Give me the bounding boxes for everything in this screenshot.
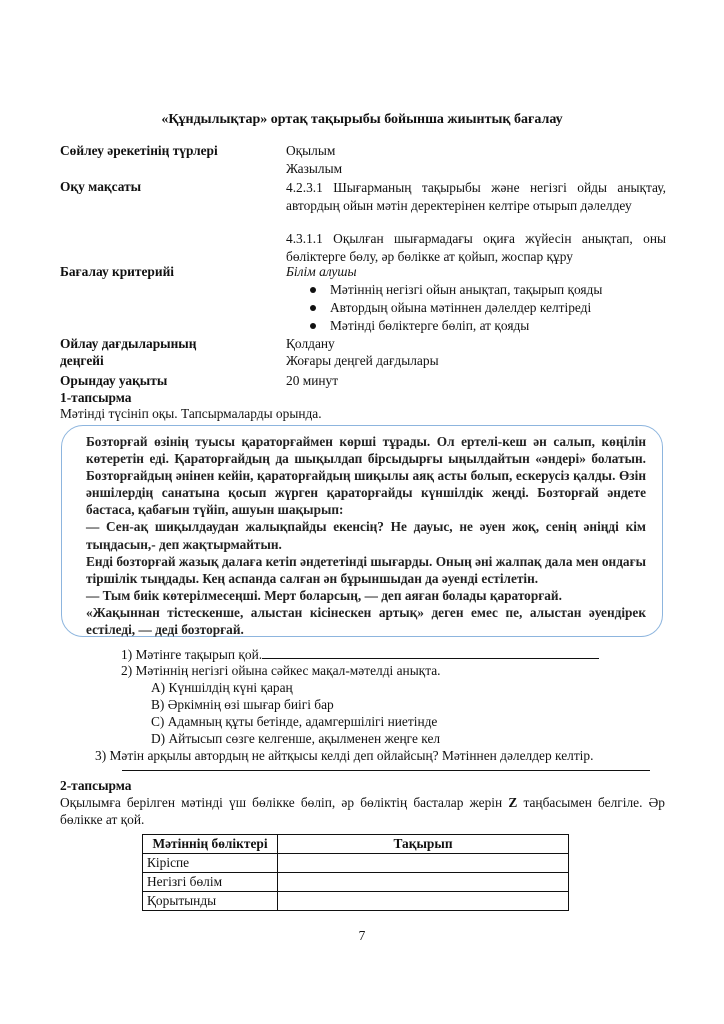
table-row	[143, 854, 569, 873]
reading-text	[86, 433, 646, 638]
criteria-item: Автордың ойына мәтіннен дәлелдер келтіреді	[310, 300, 591, 316]
question-3: 3) Мәтін арқылы автордың не айтқысы келді деп ойлайсың? Мәтіннен дәлелдер келтір.	[95, 748, 594, 763]
table-header: Мәтіннің бөліктері	[143, 835, 278, 854]
speech-value-1: Оқылым	[286, 143, 336, 158]
thinking-label-2: деңгейі	[60, 353, 104, 368]
parts-table	[142, 834, 569, 911]
criteria-item: Мәтіннің негізгі ойын анықтап, тақырып қояды	[310, 282, 602, 298]
task1-instruction: Мәтінді түсініп оқы. Тапсырмаларды орында.	[60, 406, 322, 421]
answer-line[interactable]	[262, 658, 599, 659]
question-2: 2) Мәтіннің негізгі ойына сәйкес мақал-мәтелді анықта.	[121, 663, 441, 678]
bullet-icon	[310, 323, 316, 329]
goal-2: 4.3.1.1 Оқылған шығармадағы оқиға жүйесін анықтап, оны бөліктерге бөлу, әр бөлікке ат қойып, жоспар құру	[286, 231, 666, 264]
bullet-icon	[310, 305, 316, 311]
page-number: 7	[358, 928, 366, 943]
option-c: C) Адамның құты бетінде, адамгершілігі ниетінде	[151, 714, 438, 729]
bullet-icon	[310, 287, 316, 293]
task2-heading: 2-тапсырма	[60, 778, 132, 793]
table-cell: Негізгі бөлім	[143, 873, 278, 892]
criteria-intro: Білім алушы	[286, 264, 357, 279]
criteria-item: Мәтінді бөліктерге бөліп, ат қояды	[310, 318, 529, 334]
table-header: Тақырып	[278, 835, 569, 854]
thinking-label-1: Ойлау дағдыларының	[60, 336, 197, 351]
speech-value-2: Жазылым	[286, 161, 343, 176]
answer-line[interactable]	[122, 770, 650, 771]
reading-paragraph: — Сен-ақ шиқылдаудан жалықпайды екенсің? Не дауыс, не әуен жоқ, сенің әніңді кім тыңдасын,- деп жақтырмайтын.	[86, 519, 646, 552]
reading-paragraph: «Жақыннан тістескенше, алыстан кісінескен артық» деген емес пе, алыстан әуендірек естіледі, — деді бозторғай.	[86, 604, 646, 638]
goal-label: Оқу мақсаты	[60, 179, 142, 194]
thinking-value-1: Қолдану	[286, 336, 335, 351]
page-title: «Құндылықтар» ортақ тақырыбы бойынша жиынтық бағалау	[161, 112, 563, 127]
option-a: A) Күншілдің күні қараң	[151, 680, 293, 695]
reading-paragraph: — Тым биік көтерілмесеңші. Мерт боларсың, — деп аяған болады қараторғай.	[86, 587, 562, 603]
table-cell-input[interactable]	[278, 854, 569, 873]
goal-1: 4.2.3.1 Шығарманың тақырыбы және негізгі ойды анықтау, автордың ойын мәтін деректерінен келтіре отырып дәлелдеу	[286, 180, 666, 213]
table-cell: Қорытынды	[143, 892, 278, 911]
time-label: Орындау уақыты	[60, 373, 168, 388]
table-row	[143, 873, 569, 892]
speech-label: Сөйлеу әрекетінің түрлері	[60, 143, 218, 158]
option-d: D) Айтысып сөзге келгенше, ақылменен жеңге кел	[151, 731, 441, 746]
reading-paragraph: Енді бозторғай жазық далаға кетіп әндететінді шығарды. Оның әні жалпақ дала мен ондағы тіршілік тыңдады. Кең аспанда салған ән бұрыншыдан да әуенді естілетін.	[86, 553, 646, 586]
criteria-label: Бағалау критерийі	[60, 264, 175, 279]
time-value: 20 минут	[286, 373, 339, 388]
table-row	[143, 892, 569, 911]
table-cell: Кіріспе	[143, 854, 278, 873]
thinking-value-2: Жоғары деңгей дағдылары	[286, 353, 439, 368]
table-cell-input[interactable]	[278, 892, 569, 911]
option-b: B) Әркімнің өзі шығар биігі бар	[151, 697, 334, 712]
task1-heading: 1-тапсырма	[60, 390, 132, 405]
table-cell-input[interactable]	[278, 873, 569, 892]
reading-paragraph: Бозторғай өзінің туысы қараторғаймен көрші тұрады. Ол ертелі-кеш ән салып, көңілін көтеретін еді. Қараторғайдың да шықылдап бірсыдырғы ыңылдайтын «әндері» болатын. Бозторғайдың әнінен кейін, қараторғайдың шиқылы аяқ асты болып, ескерусіз қалды. Өзін әншілердің санатына қосып жүрген қараторғайды күншілдік жеңді. Бозторғай әндете бастаса, қабағын түйіп, ашуын шақырып:	[86, 434, 646, 518]
task2-instruction: Оқылымға берілген мәтінді үш бөлікке бөліп, әр бөліктің басталар жерін Z таңбасымен белгіле. Әр бөлікке ат қой.	[60, 795, 665, 827]
question-1: 1) Мәтінге тақырып қой.	[121, 647, 599, 663]
